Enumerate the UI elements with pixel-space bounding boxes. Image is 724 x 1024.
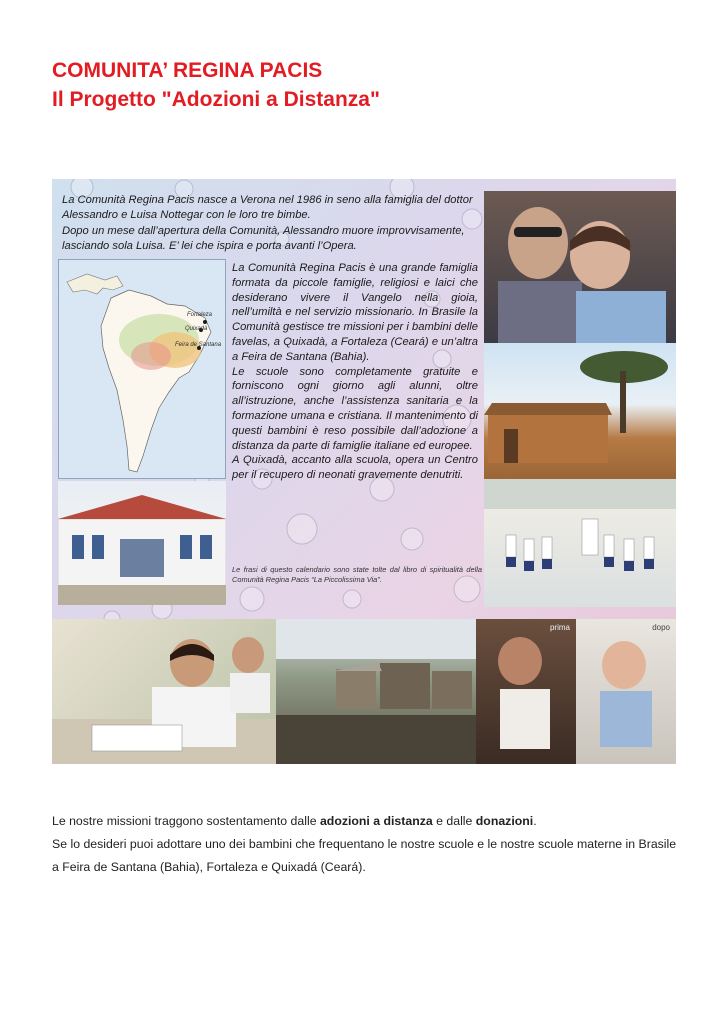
page-title: COMUNITA’ REGINA PACIS [52, 59, 323, 82]
map-illustration [59, 260, 225, 478]
photo-hut [484, 343, 676, 479]
photo-founders [484, 191, 676, 343]
intro-paragraph: Dopo un mese dall’apertura della Comunità, Alessandro muore improvvisamente, lasciando sola Luisa. E’ lei che ispira e porta avanti l’Opera. [62, 224, 465, 253]
map-label-feira: Feira de Santana [175, 342, 222, 348]
photo-after-image [576, 619, 676, 764]
mission-paragraph: Le scuole sono completamente gratuite e forniscono ogni giorno agli alunni, oltre all’istruzione, anche l’assistenza sanitaria e la formazione umana e cristiana. Il mantenimento di questi bambini è reso possibile dall’adozione a distanza da parte di famiglie italiane ed europee. [232, 365, 478, 452]
photo-classroom-image [52, 619, 276, 764]
map-label-fortaleza: Fortaleza [187, 312, 213, 318]
caption-after: dopo [652, 623, 670, 632]
intro-text [62, 193, 482, 255]
body-text-run: e dalle [432, 814, 476, 828]
photo-before [476, 619, 576, 764]
mission-paragraph: La Comunità Regina Pacis è una grande famiglia formata da piccole famiglie, religiosi e laici che desiderano vivere il Vangelo nella gioia, nell’umiltà e nel servizio missionario. In Brasile la Comunità gestisce tre missioni per i bambini delle favelas, a Quixadà, a Fortaleza (Ceará) e un’altra a Feira de Santana (Bahia). [232, 262, 478, 363]
body-text-run: Le nostre missioni traggono sostentamento dalle [52, 814, 320, 828]
body-bold-donazioni: donazioni [475, 814, 534, 828]
photo-school-image [58, 481, 226, 605]
south-america-map [58, 259, 226, 479]
mission-paragraph: A Quixadà, accanto alla scuola, opera un Centro per il recupero di neonati gravemente denutriti. [232, 454, 478, 482]
body-paragraph [52, 810, 682, 879]
body-text-run: . [533, 814, 537, 828]
photo-schoolyard [484, 479, 676, 607]
photo-classroom [52, 619, 276, 764]
map-label-quixada: Quixadà [185, 326, 208, 332]
photo-schoolyard-image [484, 479, 676, 607]
caption-before: prima [549, 623, 570, 632]
intro-paragraph: La Comunità Regina Pacis nasce a Verona nel 1986 in seno alla famiglia del dottor Alessandro e Luisa Nottegar con le loro tre bimbe. [62, 194, 473, 222]
photo-favela-image [276, 619, 476, 764]
photo-hut-image [484, 343, 676, 479]
calendar-note: Le frasi di questo calendario sono state tolte dal libro di spiritualità della Comunità Regina Pacis “La Piccolissima Via”. [232, 565, 482, 584]
mission-text [232, 261, 478, 483]
body-bold-adozioni: adozioni a distanza [319, 814, 433, 828]
page-subtitle: Il Progetto "Adozioni a Distanza" [52, 88, 380, 111]
body-text-run: Se lo desideri puoi adottare uno dei bambini che frequentano le nostre scuole e le nostre scuole materne in Brasile a Feira de Santana (Bahia), Fortaleza e Quixadá (Ceará). [52, 837, 677, 874]
photo-founders-image [484, 191, 676, 343]
calendar-collage [52, 179, 676, 764]
photo-favela [276, 619, 476, 764]
photo-after [576, 619, 676, 764]
photo-before-image [476, 619, 576, 764]
photo-school-building [58, 481, 226, 605]
